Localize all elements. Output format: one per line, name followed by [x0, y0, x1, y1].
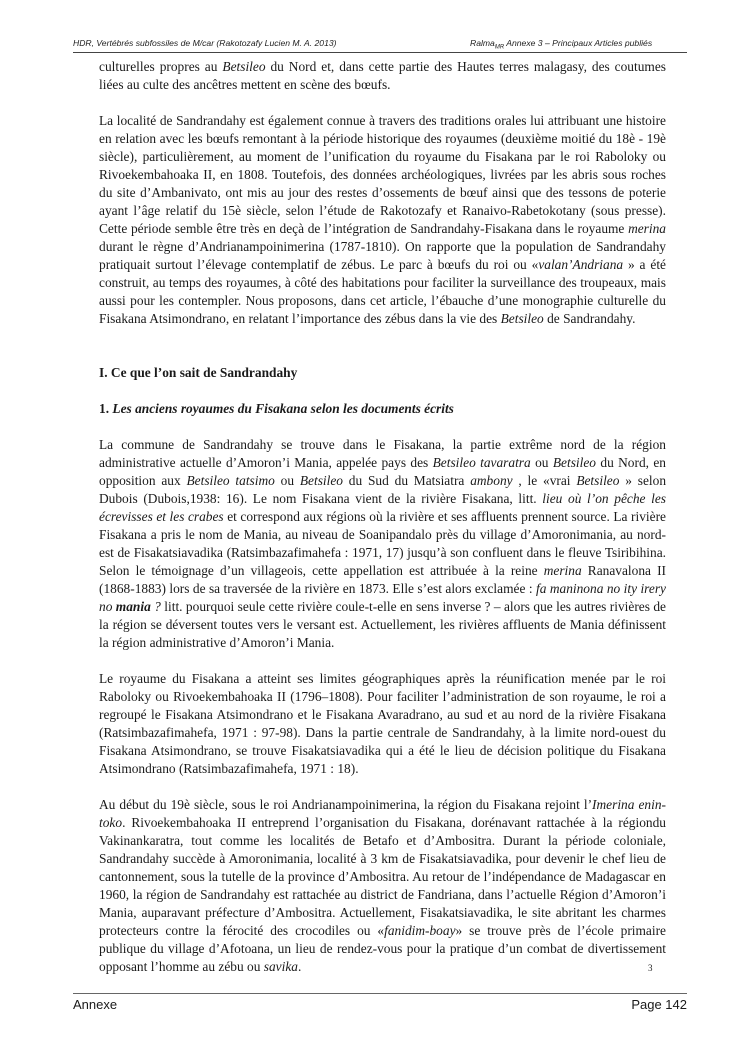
running-header-left: HDR, Vertébrés subfossiles de M/car (Rakotozafy Lucien M. A. 2013): [73, 38, 337, 48]
article-page-number: 3: [648, 963, 653, 973]
paragraph-intro-continued: culturelles propres au Betsileo du Nord et, dans cette partie des Hautes terres malagasy, des coutumes liées au culte des ancêtres mettent en scène des bœufs.: [99, 59, 666, 92]
running-header-right: Ralma$_{MR}$ Annexe 3 – Principaux Articles publiés: [470, 38, 653, 51]
paragraph-commune-fisakana: La commune de Sandrandahy se trouve dans le Fisakana, la partie extrême nord de la région administrative actuelle d’Amoron’i Mania, appelée pays des Betsileo tavaratra ou Betsileo du Nord, en opposition aux Betsileo tatsimo ou Betsileo du Sud du Matsiatra ambony , le «vrai Betsileo » selon Dubois (Dubois,1938: 16). Le nom Fisakana vient de la rivière Fisakana, litt. lieu où l’on pêche les écrevisses et les crabes et correspond aux régions où la rivière et ses affluents prennent source. La rivière Fisakana a pris le nom de Mania, au niveau de Soanipandalo près du village d’Amoronimania, au nord-est de Fisakatsiavadika (Ratsimbazafimahefa : 1971, 17) jusqu’à son confluent dans le fleuve Tsiribihina. Selon le témoignage d’un villageois, cette appellation est attribuée à la reine merina Ranavalona II (1868-1883) lors de sa traversée de la rivière en 1873. Elle s’est alors exclamée : fa maninona no ity irery no mania ? litt. pourquoi seule cette rivière coule-t-elle en sens inverse ? – alors que les autres rivières de la région se déversent toutes vers le versant est. Actuellement, les rivières affluents de Mania définissent la région administrative d’Amoron’i Mania.: [99, 437, 667, 650]
footer-left: Annexe: [73, 997, 118, 1012]
footer-rule: [73, 993, 687, 994]
header-rule: [73, 52, 687, 53]
page-body: [99, 58, 666, 976]
footer-page-number: Page 142: [631, 997, 687, 1012]
section-heading: I. Ce que l’on sait de Sandrandahy: [99, 365, 298, 380]
subsection-heading: 1. Les anciens royaumes du Fisakana selon les documents écrits: [99, 401, 454, 416]
paragraph-royaume-limites: Le royaume du Fisakana a atteint ses limites géographiques après la réunification menée par le roi Raboloky ou Rivoekembahoaka II (1796–1808). Pour faciliter l’administration de son royaume, le roi a regroupé le Fisakana Atsimondrano et le Fisakana Avaradrano, au sud et au nord de la rivière Fisakana (Ratsimbazafimahefa, 1971 : 97-98). Dans la partie centrale de Sandrandahy, à la limite nord-ouest du Fisakana Atsimondrano, se trouve Fisakatsiavadika qui a été le lieu de décision politique du Fisakana Atsimondrano (Ratsimbazafimahefa, 1971 : 18).: [99, 671, 666, 776]
paragraph-sandrandahy-oral-traditions: La localité de Sandrandahy est également connue à travers des traditions orales lui attribuant une histoire en relation avec les bœufs remontant à la période historique des royaumes (deuxième moitié du 18è - 19è siècle), particulièrement, au moment de l’unification du royaume du Fisakana par le roi Raboloky ou Rivoekembahoaka II, en 1808. Toutefois, des données archéologiques, livrées par les abris sous roches du site d’Ambanivato, ont mis au jour des restes d’ossements de bœuf ainsi que des tessons de poterie ayant l’âge relatif du 15è siècle, selon l’étude de Rakotozafy et Ranaivo-Rabetokotany (sous presse). Cette période semble être très en deçà de l’intégration de Sandrandahy-Fisakana dans le royaume merina durant le règne d’Andrianampoinimerina (1787-1810). On rapporte que la population de Sandrandahy pratiquait surtout l’élevage contemplatif de zébus. Le parc à bœufs du roi ou «valan’Andriana » a été construit, au temps des royaumes, à côté des habitations pour faciliter la surveillance des troupeaux, mais aussi pour les contempler. Nous proposons, dans cet article, l’ébauche d’une monographie culturelle du Fisakana Atsimondrano, en relatant l’importance des zébus dans la vie des Betsileo de Sandrandahy.: [99, 113, 666, 326]
paragraph-19e-siecle: Au début du 19è siècle, sous le roi Andrianampoinimerina, la région du Fisakana rejoint l’Imerina enin-toko. Rivoekembahoaka II entreprend l’organisation du Fisakana, dorénavant rattachée à la régiondu Vakinankaratra, tout comme les localités de Betafo et d’Ambositra. Durant la période coloniale, Sandrandahy succède à Amoronimania, localité à 3 km de Fisakatsiavadika, pour devenir le chef lieu de cantonnement, sous la tutelle de la province d’Ambositra. Au retour de l’indépendance de Madagascar en 1960, la région de Sandrandahy est rattachée au district de Fandriana, dans l’actuelle Région d’Amoron’i Mania, auparavant préfecture d’Ambositra. Actuellement, Fisakatsiavadika, le site abritant les charmes protecteurs contre la férocité des crocodiles ou «fanidim-boay» se trouve près de l’école primaire publique du village d’Afotoana, un lieu de rendez-vous pour la pratique d’un combat de divertissement opposant l’homme au zébu ou savika.: [99, 797, 667, 974]
